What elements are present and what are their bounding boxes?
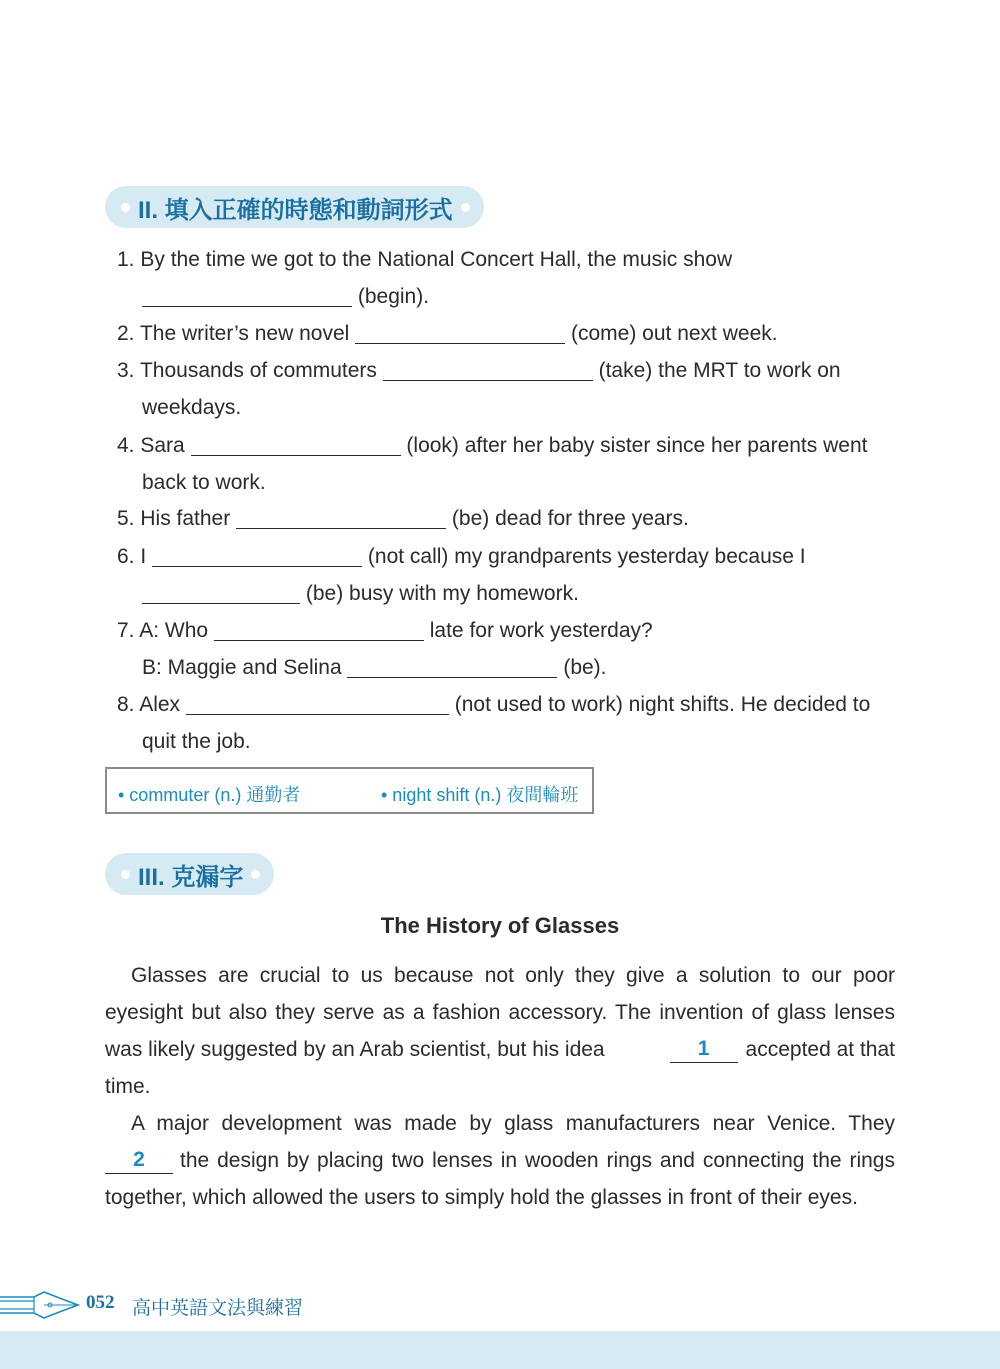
passage-text: accepted at that <box>745 1038 895 1061</box>
question-text: (be) dead for three years. <box>451 507 689 530</box>
question-7-line-2 <box>142 649 607 686</box>
question-2 <box>117 315 778 352</box>
book-title: 高中英語文法與練習 <box>132 1298 304 1319</box>
passage-text: was likely suggested by an Arab scientist, but his idea <box>105 1038 605 1061</box>
question-text: weekdays. <box>142 396 242 419</box>
question-1-line-2 <box>142 278 429 315</box>
vocab-item: • commuter (n.) 通勤者 <box>118 785 301 805</box>
answer-blank[interactable] <box>347 655 557 678</box>
bullet-dot <box>251 870 260 879</box>
question-text: (be). <box>563 656 607 679</box>
question-number: 1. <box>117 248 135 271</box>
question-text: quit the job. <box>142 730 251 753</box>
answer-blank[interactable] <box>355 321 565 344</box>
question-text: I <box>140 545 147 568</box>
question-text: B: Maggie and Selina <box>142 656 342 679</box>
section-2-header <box>105 186 484 228</box>
section-3-header <box>105 853 274 895</box>
question-3 <box>117 352 841 389</box>
vocabulary-box <box>105 767 594 814</box>
cloze-blank-1[interactable]: 1 <box>670 1036 738 1063</box>
question-text: By the time we got to the National Concert Hall, the music show <box>140 248 733 271</box>
answer-blank[interactable] <box>383 358 593 381</box>
answer-blank[interactable] <box>142 581 300 604</box>
question-6 <box>117 538 806 575</box>
passage-text: the design by placing two lenses in wooden rings and connecting the rings <box>180 1149 895 1172</box>
question-4-line-2 <box>142 464 266 501</box>
question-number: 4. <box>117 434 135 457</box>
answer-blank[interactable] <box>142 284 352 307</box>
passage-title: The History of Glasses <box>380 913 620 938</box>
cloze-blank-2[interactable]: 2 <box>105 1147 173 1174</box>
pen-nib-icon <box>0 1290 84 1320</box>
passage-line <box>105 1142 895 1179</box>
bullet-dot <box>121 870 130 879</box>
question-text: Thousands of commuters <box>139 359 377 382</box>
passage-text <box>670 1031 895 1068</box>
question-6-line-2 <box>142 575 579 612</box>
passage-line: together, which allowed the users to simply hold the glasses in front of their eyes. <box>105 1186 858 1209</box>
question-text: (not call) my grandparents yesterday because I <box>367 545 806 568</box>
page-number: 052 <box>86 1292 115 1313</box>
answer-blank[interactable] <box>214 618 424 641</box>
question-text: (begin). <box>357 285 430 308</box>
question-text: Sara <box>140 434 185 457</box>
question-8-line-2 <box>142 723 251 760</box>
answer-blank[interactable] <box>236 506 446 529</box>
question-1 <box>117 241 732 278</box>
question-text: The writer’s new novel <box>139 322 350 345</box>
question-number: 5. <box>117 507 135 530</box>
question-3-line-2 <box>142 389 241 426</box>
answer-blank[interactable] <box>186 692 449 715</box>
question-number: 3. <box>117 359 135 382</box>
bullet-dot <box>121 203 130 212</box>
passage-line: A major development was made by glass manufacturers near Venice. They <box>131 1112 895 1135</box>
answer-blank[interactable] <box>152 544 362 567</box>
passage-line: Glasses are crucial to us because not only they give a solution to our poor <box>131 964 895 987</box>
question-number: 8. <box>117 693 135 716</box>
question-number: 2. <box>117 322 135 345</box>
passage-line <box>105 1031 895 1068</box>
section-2-label: II. 填入正確的時態和動詞形式 <box>138 196 453 224</box>
section-3-label: III. 克漏字 <box>138 863 244 891</box>
question-text: His father <box>140 507 231 530</box>
question-text: (come) out next week. <box>571 322 778 345</box>
question-text: A: Who <box>139 619 209 642</box>
question-text: (be) busy with my homework. <box>305 582 579 605</box>
passage-line: eyesight but also they serve as a fashion accessory. The invention of glass lenses <box>105 1001 895 1024</box>
vocab-item: • night shift (n.) 夜間輪班 <box>381 785 579 805</box>
answer-blank[interactable] <box>191 433 401 456</box>
question-number: 7. <box>117 619 135 642</box>
question-number: 6. <box>117 545 135 568</box>
question-text: (take) the MRT to work on <box>598 359 841 382</box>
question-7 <box>117 612 653 649</box>
question-text: late for work yesterday? <box>429 619 653 642</box>
question-text: back to work. <box>142 471 266 494</box>
question-5 <box>117 500 689 537</box>
passage-line: time. <box>105 1075 151 1098</box>
question-text: Alex <box>139 693 181 716</box>
question-8 <box>117 686 870 723</box>
question-4 <box>117 427 867 464</box>
footer-bar <box>0 1331 1000 1369</box>
bullet-dot <box>461 203 470 212</box>
question-text: (not used to work) night shifts. He decided to <box>454 693 871 716</box>
question-text: (look) after her baby sister since her parents went <box>406 434 868 457</box>
